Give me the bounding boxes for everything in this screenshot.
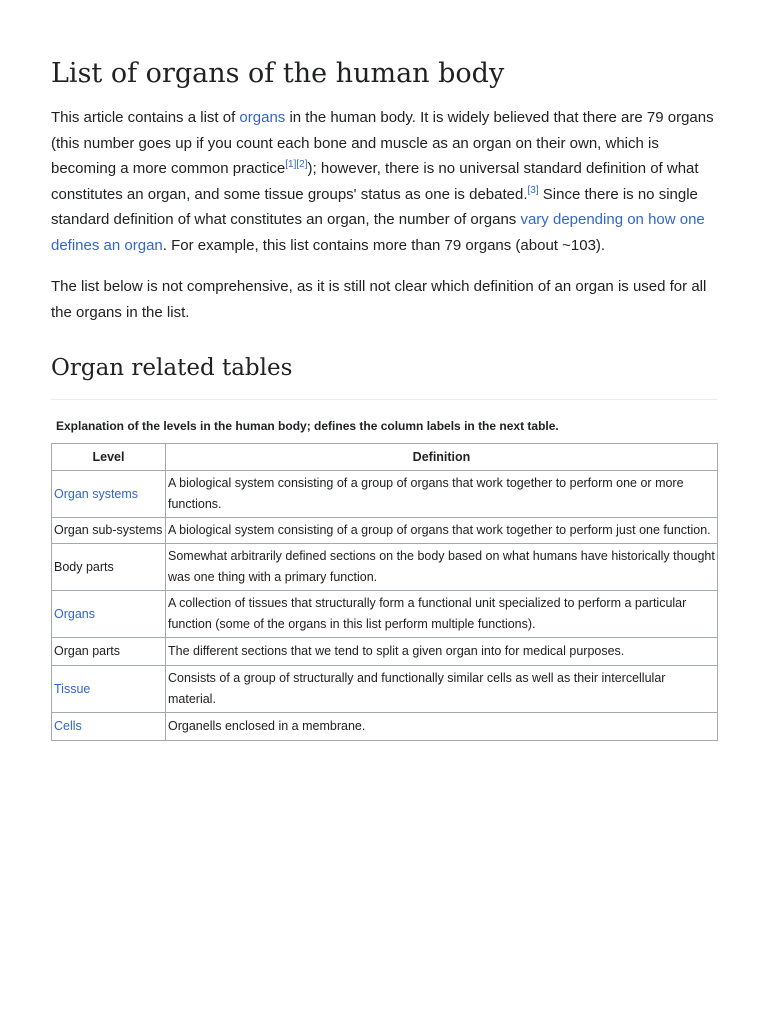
definition-cell: A collection of tissues that structurally form a functional unit specialized to perform a particular function (some of the organs in this list perform multiple functions). <box>166 591 718 638</box>
page-title: List of organs of the human body <box>51 58 505 89</box>
definition-cell: The different sections that we tend to split a given organ into for medical purposes. <box>166 638 718 666</box>
organs-table-link[interactable]: Organs <box>54 606 95 621</box>
column-header-definition: Definition <box>166 444 718 471</box>
intro-text-2: in the human body. It is widely believed that there are 79 organs (this number goes up if you count each bone and muscle as an organ on their own, which is becoming a more common practice <box>51 109 714 177</box>
definition-cell: Somewhat arbitrarily defined sections on the body based on what humans have historically thought was one thing with a primary function. <box>166 544 718 591</box>
definition-cell: Consists of a group of structurally and functionally similar cells as well as their intercellular material. <box>166 666 718 713</box>
table-caption: Explanation of the levels in the human body; defines the column labels in the next table. <box>56 419 559 433</box>
level-cell <box>52 666 166 713</box>
level-cell <box>52 471 166 518</box>
definition-cell: A biological system consisting of a group of organs that work together to perform one or more functions. <box>166 471 718 518</box>
organs-link[interactable]: organs <box>239 109 286 126</box>
definition-cell: A biological system consisting of a group of organs that work together to perform just one function. <box>166 518 718 544</box>
intro-text-3: ); however, there is no universal standard definition of what constitutes an organ, and some tissue groups' status as one is debated. <box>51 160 699 203</box>
intro-text-1: This article contains a list of <box>51 109 240 126</box>
comprehensiveness-paragraph: The list below is not comprehensive, as it is still not clear which definition of an organ is used for all the organs in the list. <box>51 278 707 321</box>
level-cell <box>52 591 166 638</box>
table-row <box>52 518 718 544</box>
level-cell: Organ parts <box>52 638 166 666</box>
tissue-link[interactable]: Tissue <box>54 681 91 696</box>
level-cell: Organ sub-systems <box>52 518 166 544</box>
reference-3-link[interactable]: [3] <box>527 184 539 196</box>
section-heading-organ-tables: Organ related tables <box>51 353 718 400</box>
levels-table <box>51 443 718 741</box>
definition-cell: Organells enclosed in a membrane. <box>166 713 718 741</box>
table-row <box>52 471 718 518</box>
organ-definition-link[interactable]: vary depending on how one defines an organ <box>51 211 705 254</box>
table-row <box>52 713 718 741</box>
level-cell: Body parts <box>52 544 166 591</box>
intro-text-4: Since there is no single standard definition of what constitutes an organ, the number of organs <box>51 185 698 228</box>
reference-2-link[interactable]: [2] <box>296 159 308 170</box>
reference-1-link[interactable]: [1] <box>285 159 297 170</box>
organ-systems-link[interactable]: Organ systems <box>54 486 139 501</box>
table-row <box>52 666 718 713</box>
intro-paragraph <box>51 105 718 258</box>
table-header-row <box>52 444 718 471</box>
table-row <box>52 591 718 638</box>
table-row <box>52 544 718 591</box>
column-header-level: Level <box>52 444 166 471</box>
intro-text-5: . For example, this list contains more than 79 organs (about ~103). <box>162 236 606 254</box>
table-row <box>52 638 718 666</box>
cells-link[interactable]: Cells <box>54 719 82 733</box>
level-cell <box>52 713 166 741</box>
